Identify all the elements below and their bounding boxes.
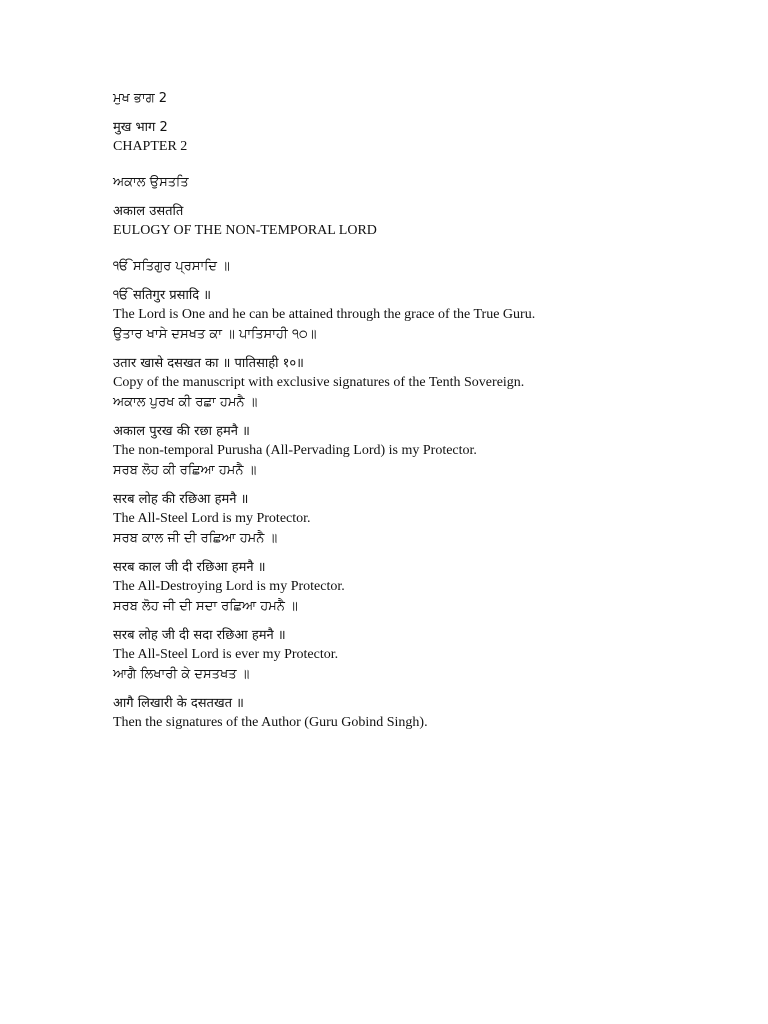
verse-devanagari: ੴ सतिगुर प्रसादि ॥ [113, 288, 212, 303]
verse-devanagari: उतार खासे दसखत का ॥ पातिसाही १०॥ [113, 356, 304, 371]
verse-gurmukhi: ਸਰਬ ਲੋਹ ਕੀ ਰਛਿਆ ਹਮਨੈ ॥ [113, 463, 257, 478]
title-devanagari: अकाल उसतति [113, 204, 184, 219]
verse-gurmukhi: ਆਗੈ ਲਿਖਾਰੀ ਕੇ ਦਸਤਖਤ ॥ [113, 667, 250, 682]
verse-devanagari: सरब लोह जी दी सदा रछिआ हमनै ॥ [113, 628, 286, 643]
verse-translation: The All-Destroying Lord is my Protector. [113, 579, 345, 594]
verse-translation: The All-Steel Lord is ever my Protector. [113, 647, 339, 662]
verse-block [113, 528, 733, 596]
document-page [113, 88, 733, 732]
verse-gurmukhi: ਸਰਬ ਕਾਲ ਜੀ ਦੀ ਰਛਿਆ ਹਮਨੈ ॥ [113, 531, 278, 546]
verse-translation: The Lord is One and he can be attained through the grace of the True Guru. [113, 307, 536, 322]
verse-translation: The non-temporal Purusha (All-Pervading Lord) is my Protector. [113, 443, 477, 458]
verse-devanagari: आगै लिखारी के दसतखत ॥ [113, 696, 244, 711]
verse-block [113, 664, 733, 732]
verse-gurmukhi: ਉਤਾਰ ਖਾਸੇ ਦਸਖਤ ਕਾ ॥ ਪਾਤਿਸਾਹੀ ੧੦॥ [113, 327, 317, 342]
verse-block [113, 392, 733, 460]
verse-devanagari: सरब लोह की रछिआ हमनै ॥ [113, 492, 249, 507]
verse-block [113, 596, 733, 664]
verse-gurmukhi: ਸਰਬ ਲੋਹ ਜੀ ਦੀ ਸਦਾ ਰਛਿਆ ਹਮਨੈ ॥ [113, 599, 298, 614]
chapter-devanagari: मुख भाग 2 [113, 120, 168, 135]
verse-gurmukhi: ਅਕਾਲ ਪੁਰਖ ਕੀ ਰਛਾ ਹਮਨੈ ॥ [113, 395, 258, 410]
verse-block [113, 324, 733, 392]
verse-block [113, 460, 733, 528]
verse-devanagari: सरब काल जी दी रछिआ हमनै ॥ [113, 560, 266, 575]
chapter-english: CHAPTER 2 [113, 139, 188, 154]
title-gurmukhi: ਅਕਾਲ ਉਸਤਤਿ [113, 175, 189, 190]
chapter-heading [113, 88, 733, 156]
section-title [113, 172, 733, 240]
verse-devanagari: अकाल पुरख की रछा हमनै ॥ [113, 424, 250, 439]
verse-translation: Copy of the manuscript with exclusive signatures of the Tenth Sovereign. [113, 375, 525, 390]
title-english: EULOGY OF THE NON-TEMPORAL LORD [113, 223, 377, 238]
chapter-gurmukhi: ਮੁਖ ਭਾਗ 2 [113, 91, 168, 106]
verse-gurmukhi: ੴ ਸਤਿਗੁਰ ਪ੍ਰਸਾਦਿ ॥ [113, 259, 230, 274]
verse-translation: The All-Steel Lord is my Protector. [113, 511, 311, 526]
verse-translation: Then the signatures of the Author (Guru Gobind Singh). [113, 715, 428, 730]
verse-block [113, 256, 733, 324]
